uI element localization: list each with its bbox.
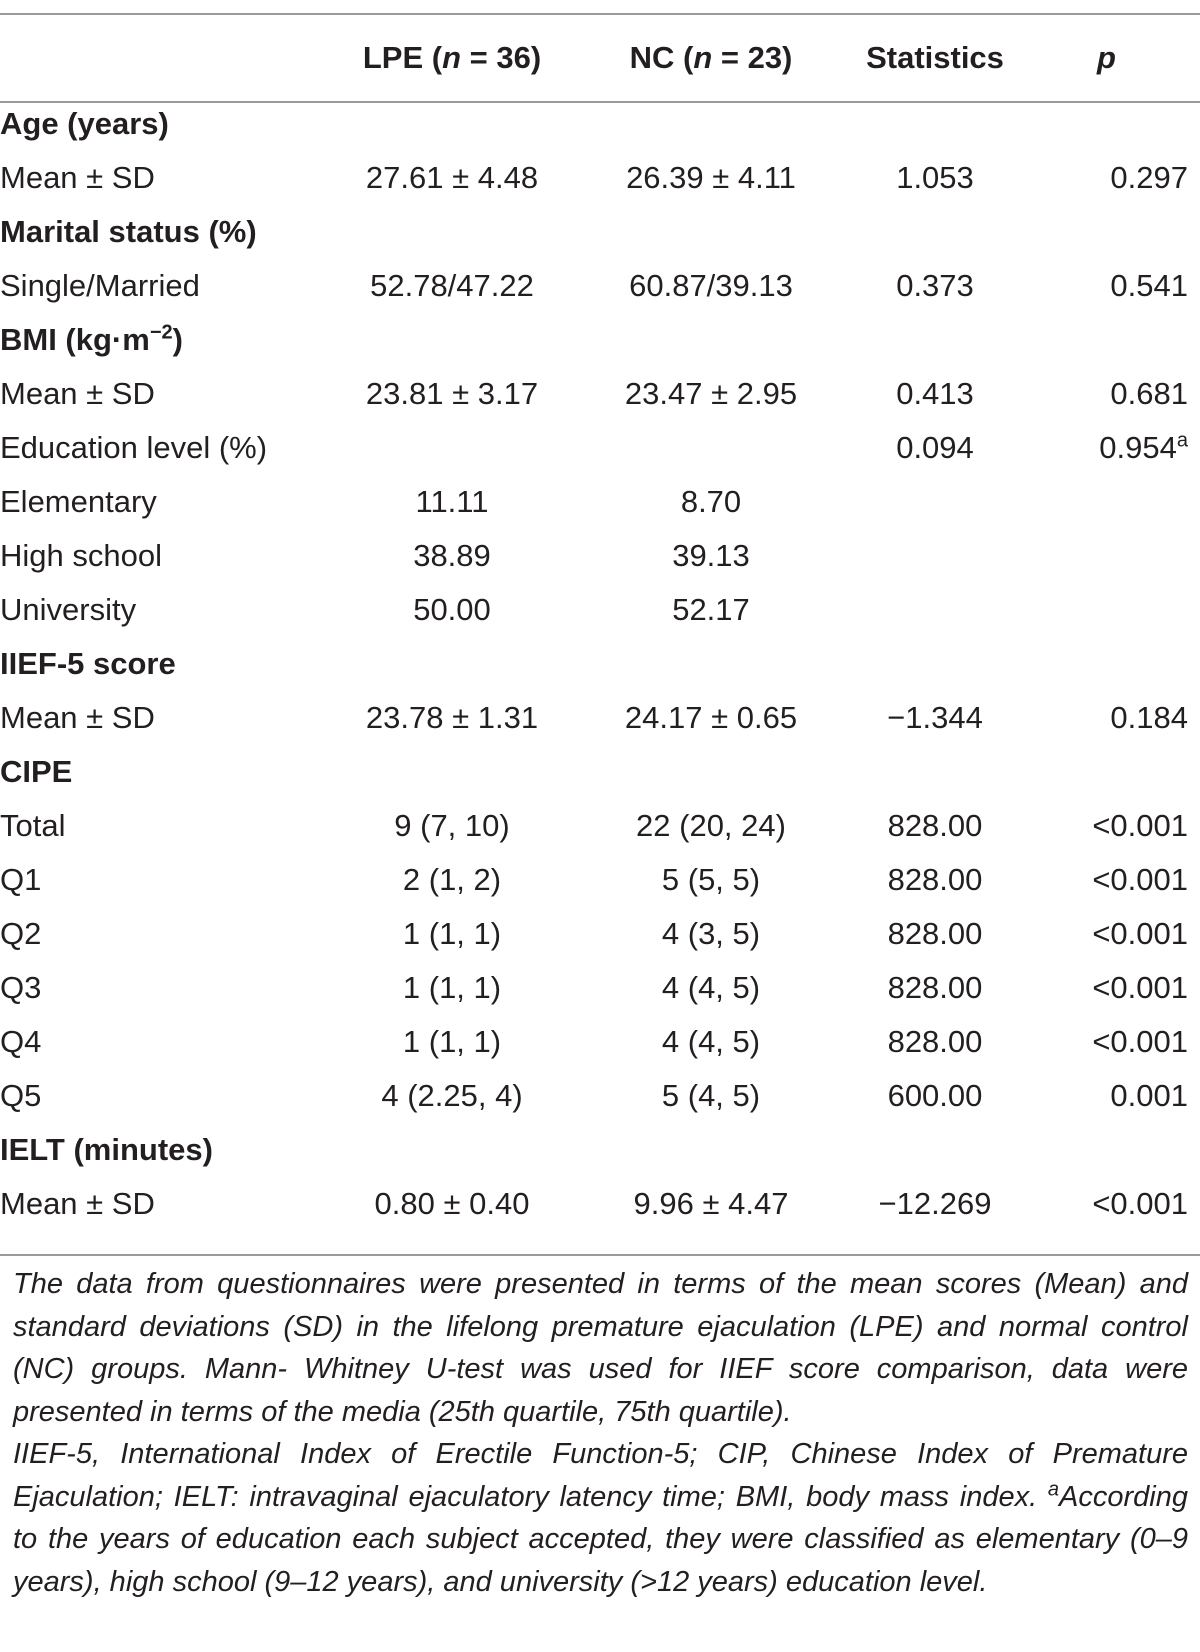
cell-nc-value: 23.47 ± 2.95	[624, 376, 798, 411]
cell-statistics	[845, 1069, 1025, 1123]
cell-nc-value: 24.17 ± 0.65	[624, 700, 798, 735]
cell-lpe	[327, 745, 577, 799]
cell-statistics-value: 0.094	[896, 430, 974, 465]
section-label	[0, 1123, 327, 1177]
header-lpe-suffix: = 36)	[461, 39, 542, 75]
table-row	[0, 151, 1188, 205]
section-row	[0, 205, 1188, 259]
cell-p	[1025, 691, 1188, 745]
table-row	[0, 367, 1188, 421]
cell-statistics	[845, 1015, 1025, 1069]
cell-lpe-value: 1 (1, 1)	[402, 970, 502, 1005]
row-label	[0, 151, 327, 205]
cell-nc	[577, 421, 845, 475]
table-row	[0, 799, 1188, 853]
cell-nc-value: 5 (5, 5)	[661, 862, 761, 897]
cell-statistics-value: 828.00	[887, 808, 983, 843]
cell-statistics-value: 0.373	[896, 268, 974, 303]
row-label-text: Mean ± SD	[0, 700, 155, 735]
row-label-text: Education level (%)	[0, 430, 268, 465]
table-note-1	[13, 1263, 1188, 1433]
cell-lpe	[327, 529, 577, 583]
table-row	[0, 853, 1188, 907]
table-row	[0, 1177, 1188, 1231]
cell-nc	[577, 583, 845, 637]
cell-lpe-value: 2 (1, 2)	[402, 862, 502, 897]
bottom-rule	[0, 1254, 1200, 1256]
row-label-text: Q1	[0, 862, 42, 897]
cell-statistics	[845, 151, 1025, 205]
row-label	[0, 1069, 327, 1123]
cell-nc	[577, 799, 845, 853]
section-row	[0, 637, 1188, 691]
cell-p	[1025, 637, 1188, 691]
row-label-text: Q3	[0, 970, 42, 1005]
cell-p-value: <0.001	[1092, 862, 1188, 897]
cell-p-value: 0.001	[1110, 1078, 1188, 1113]
cell-p	[1025, 313, 1188, 367]
cell-statistics-value: 600.00	[887, 1078, 983, 1113]
cell-statistics	[845, 907, 1025, 961]
cell-nc	[577, 1069, 845, 1123]
cell-nc	[577, 259, 845, 313]
table-row	[0, 475, 1188, 529]
cell-lpe	[327, 637, 577, 691]
cell-statistics-value: −12.269	[878, 1186, 992, 1221]
cell-statistics	[845, 205, 1025, 259]
row-label-text: Q4	[0, 1024, 42, 1059]
cell-lpe-value: 50.00	[413, 592, 491, 627]
cell-lpe-value: 38.89	[413, 538, 491, 573]
section-row	[0, 97, 1188, 151]
cell-nc-value: 8.70	[680, 484, 742, 519]
table-row	[0, 961, 1188, 1015]
cell-lpe-value: 52.78/47.22	[370, 268, 534, 303]
cell-lpe	[327, 1069, 577, 1123]
cell-nc	[577, 1123, 845, 1177]
row-label-text: Q5	[0, 1078, 42, 1113]
cell-nc	[577, 1177, 845, 1231]
header-p-label: p	[1097, 39, 1116, 75]
note-abbreviations: IIEF-5, International Index of Erectile Function-5; CIP, Chinese Index of Premature Ejaculation; IELT: intravaginal ejaculatory latency time; BMI, body mass index.	[13, 1438, 1188, 1513]
cell-lpe	[327, 907, 577, 961]
row-label	[0, 853, 327, 907]
cell-lpe-value: 4 (2.25, 4)	[381, 1078, 523, 1113]
table-row	[0, 529, 1188, 583]
row-label-text: University	[0, 592, 137, 627]
section-label	[0, 637, 327, 691]
footnote-marker: a	[1047, 1477, 1060, 1500]
cell-nc-value: 52.17	[672, 592, 750, 627]
cell-statistics	[845, 421, 1025, 475]
cell-statistics-value: 828.00	[887, 970, 983, 1005]
cell-p	[1025, 259, 1188, 313]
cell-p-value: 0.541	[1110, 268, 1188, 303]
cell-lpe	[327, 1177, 577, 1231]
cell-statistics	[845, 691, 1025, 745]
cell-p	[1025, 961, 1188, 1015]
cell-lpe	[327, 799, 577, 853]
cell-lpe	[327, 151, 577, 205]
section-row	[0, 313, 1188, 367]
cell-p	[1025, 1069, 1188, 1123]
cell-lpe-value: 11.11	[415, 484, 489, 519]
cell-nc	[577, 97, 845, 151]
cell-p	[1025, 1177, 1188, 1231]
row-label	[0, 691, 327, 745]
table-body	[0, 97, 1188, 1231]
cell-statistics	[845, 637, 1025, 691]
row-label-text: IIEF-5 score	[0, 646, 176, 681]
table-row	[0, 583, 1188, 637]
row-label	[0, 961, 327, 1015]
cell-statistics	[845, 97, 1025, 151]
cell-p	[1025, 907, 1188, 961]
table-row	[0, 691, 1188, 745]
table-row	[0, 421, 1188, 475]
cell-p	[1025, 421, 1188, 475]
header-nc-prefix: NC (	[629, 39, 694, 75]
row-label	[0, 907, 327, 961]
cell-nc	[577, 151, 845, 205]
cell-p-value: 0.297	[1110, 160, 1188, 195]
cell-statistics	[845, 1177, 1025, 1231]
cell-statistics-value: 828.00	[887, 916, 983, 951]
header-lpe-prefix: LPE (	[362, 39, 443, 75]
cell-nc	[577, 907, 845, 961]
header-nc	[577, 18, 845, 97]
cell-p-value: 0.184	[1110, 700, 1188, 735]
section-label	[0, 205, 327, 259]
cell-statistics	[845, 367, 1025, 421]
cell-nc	[577, 475, 845, 529]
table-row	[0, 1015, 1188, 1069]
cell-p-value: 0.954	[1099, 430, 1177, 465]
row-label-text: Marital status (%)	[0, 214, 257, 249]
row-label-suffix: )	[172, 322, 183, 357]
row-label-text: Single/Married	[0, 268, 200, 303]
cell-p	[1025, 151, 1188, 205]
cell-lpe	[327, 205, 577, 259]
top-rule	[0, 13, 1200, 15]
cell-statistics-value: 828.00	[887, 862, 983, 897]
cell-statistics-value: 828.00	[887, 1024, 983, 1059]
cell-lpe	[327, 1123, 577, 1177]
cell-lpe-value: 23.81 ± 3.17	[365, 376, 539, 411]
cell-lpe	[327, 421, 577, 475]
cell-nc-value: 39.13	[672, 538, 750, 573]
note-paragraph-1: The data from questionnaires were presented in terms of the mean scores (Mean) and standard deviations (SD) in the lifelong premature ejaculation (LPE) and normal control (NC) groups. Mann- Whitney U-test was used for IIEF score comparison, data were presented in terms of the media (25th quartile, 75th quartile).	[13, 1268, 1188, 1428]
row-label	[0, 529, 327, 583]
row-label-text: BMI (kg·m	[0, 322, 150, 357]
header-nc-n: n	[693, 39, 713, 75]
header-row	[0, 18, 1188, 97]
cell-p-value: <0.001	[1092, 916, 1188, 951]
cell-lpe-value: 27.61 ± 4.48	[365, 160, 539, 195]
section-row	[0, 745, 1188, 799]
row-label	[0, 1015, 327, 1069]
cell-nc-value: 4 (4, 5)	[661, 1024, 761, 1059]
cell-p	[1025, 1123, 1188, 1177]
cell-lpe	[327, 259, 577, 313]
cell-lpe	[327, 961, 577, 1015]
cell-nc-value: 60.87/39.13	[629, 268, 793, 303]
cell-p-value: <0.001	[1092, 1024, 1188, 1059]
cell-nc	[577, 691, 845, 745]
cell-nc-value: 4 (4, 5)	[661, 970, 761, 1005]
cell-p-value: <0.001	[1092, 1186, 1188, 1221]
table-row	[0, 1069, 1188, 1123]
cell-lpe-value: 23.78 ± 1.31	[365, 700, 539, 735]
cell-nc	[577, 367, 845, 421]
cell-nc-value: 26.39 ± 4.11	[626, 160, 796, 195]
cell-nc	[577, 205, 845, 259]
cell-lpe-value: 9 (7, 10)	[394, 808, 510, 843]
cell-lpe-value: 1 (1, 1)	[402, 916, 502, 951]
table-row	[0, 907, 1188, 961]
cell-p	[1025, 367, 1188, 421]
cell-statistics	[845, 853, 1025, 907]
cell-lpe	[327, 313, 577, 367]
cell-p	[1025, 97, 1188, 151]
cell-nc-value: 9.96 ± 4.47	[633, 1186, 789, 1221]
table-note-2	[13, 1433, 1188, 1603]
cell-statistics	[845, 475, 1025, 529]
row-label-text: Mean ± SD	[0, 160, 155, 195]
cell-p-value: <0.001	[1092, 808, 1188, 843]
section-row	[0, 1123, 1188, 1177]
header-p	[1025, 18, 1188, 97]
section-label	[0, 745, 327, 799]
section-label	[0, 97, 327, 151]
cell-nc	[577, 529, 845, 583]
cell-statistics	[845, 799, 1025, 853]
cell-p-value: 0.681	[1110, 376, 1188, 411]
cell-nc	[577, 313, 845, 367]
cell-statistics	[845, 583, 1025, 637]
row-label	[0, 475, 327, 529]
header-empty	[0, 18, 327, 97]
cell-statistics-value: 1.053	[896, 160, 974, 195]
row-label-text: Mean ± SD	[0, 376, 155, 411]
row-label-text: Elementary	[0, 484, 157, 519]
cell-statistics	[845, 1123, 1025, 1177]
cell-p	[1025, 583, 1188, 637]
cell-nc	[577, 745, 845, 799]
cell-statistics	[845, 961, 1025, 1015]
cell-lpe	[327, 97, 577, 151]
cell-lpe-value: 0.80 ± 0.40	[374, 1186, 530, 1221]
cell-nc	[577, 853, 845, 907]
row-label-text: Q2	[0, 916, 42, 951]
cell-statistics	[845, 259, 1025, 313]
header-lpe-n: n	[442, 39, 462, 75]
cell-statistics	[845, 529, 1025, 583]
cell-statistics-value: −1.344	[887, 700, 983, 735]
row-label	[0, 1177, 327, 1231]
cell-p	[1025, 475, 1188, 529]
row-label	[0, 583, 327, 637]
cell-p	[1025, 799, 1188, 853]
header-statistics: Statistics	[866, 39, 1004, 75]
cell-nc-value: 5 (4, 5)	[661, 1078, 761, 1113]
cell-statistics-value: 0.413	[896, 376, 974, 411]
p-footnote-marker: a	[1176, 429, 1188, 452]
row-label	[0, 367, 327, 421]
row-label-text: Mean ± SD	[0, 1186, 155, 1221]
row-label	[0, 259, 327, 313]
cell-p	[1025, 529, 1188, 583]
row-label-text: CIPE	[0, 754, 73, 789]
row-label	[0, 799, 327, 853]
cell-lpe	[327, 691, 577, 745]
cell-lpe	[327, 367, 577, 421]
cell-p	[1025, 745, 1188, 799]
section-label	[0, 313, 327, 367]
cell-lpe	[327, 583, 577, 637]
cell-statistics	[845, 745, 1025, 799]
cell-lpe	[327, 1015, 577, 1069]
cell-p-value: <0.001	[1092, 970, 1188, 1005]
row-label-text: High school	[0, 538, 162, 573]
comparison-table	[0, 18, 1188, 1231]
header-nc-suffix: = 23)	[712, 39, 793, 75]
cell-nc	[577, 1015, 845, 1069]
row-label-text: IELT (minutes)	[0, 1132, 213, 1167]
cell-p	[1025, 1015, 1188, 1069]
cell-lpe-value: 1 (1, 1)	[402, 1024, 502, 1059]
cell-p	[1025, 853, 1188, 907]
cell-lpe	[327, 475, 577, 529]
row-label	[0, 421, 327, 475]
cell-nc	[577, 961, 845, 1015]
cell-nc-value: 4 (3, 5)	[661, 916, 761, 951]
row-label-text: Total	[0, 808, 66, 843]
row-label-text: Age (years)	[0, 106, 169, 141]
row-label-superscript: −2	[149, 321, 173, 344]
cell-nc	[577, 637, 845, 691]
header-lpe	[327, 18, 577, 97]
cell-nc-value: 22 (20, 24)	[636, 808, 786, 843]
table-row	[0, 259, 1188, 313]
footnote-text: According to the years of education each subject accepted, they were classified as elementary (0–9 years), high school (9–12 years), and university (>12 years) education level.	[13, 1480, 1188, 1598]
cell-lpe	[327, 853, 577, 907]
cell-statistics	[845, 313, 1025, 367]
cell-p	[1025, 205, 1188, 259]
